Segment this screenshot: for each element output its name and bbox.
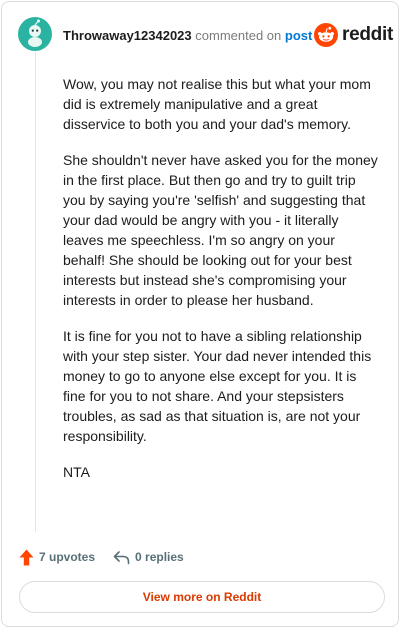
reddit-logo-icon — [314, 23, 338, 47]
comment-paragraph: NTA — [63, 464, 90, 480]
comment-body — [63, 74, 379, 498]
embedded-comment-card — [1, 1, 399, 627]
reply-button[interactable] — [113, 550, 184, 565]
username-link[interactable]: Throwaway12342023 — [63, 28, 192, 43]
reply-arrow-icon — [113, 550, 130, 565]
reddit-wordmark: reddit — [342, 24, 393, 45]
upvote-arrow-icon — [19, 549, 34, 566]
upvote-button[interactable] — [19, 549, 95, 566]
reply-count: 0 replies — [135, 550, 184, 564]
upvote-count: 7 upvotes — [39, 550, 96, 564]
post-link[interactable]: post — [284, 28, 313, 43]
comment-actions — [19, 547, 184, 567]
comment-paragraph: It is fine for you not to have a sibling relationship with your step sister. Your dad never intended this money to go to anyone else except for you. It is fine for you to not share. And your stepsisters troubles, as sad as that situation is, are not your responsibility. — [63, 328, 372, 444]
snoo-avatar-icon[interactable] — [18, 17, 52, 51]
reddit-brand[interactable] — [314, 23, 393, 47]
comment-header — [63, 28, 312, 44]
view-more-button[interactable]: View more on Reddit — [19, 581, 385, 613]
commented-on-text: commented on — [195, 28, 282, 43]
thread-line — [35, 52, 36, 532]
comment-paragraph: Wow, you may not realise this but what your mom did is extremely manipulative and a great disservice to both you and your dad's memory. — [63, 76, 371, 132]
comment-paragraph: She shouldn't never have asked you for the money in the first place. But then go and try to guilt trip you by saying you're 'selfish' and suggesting that your dad would be angry with you - it literally leaves me speechless. I'm so angry on your behalf! She should be looking out for your best interests but instead she's compromising your interests in order to please her husband. — [63, 152, 378, 308]
